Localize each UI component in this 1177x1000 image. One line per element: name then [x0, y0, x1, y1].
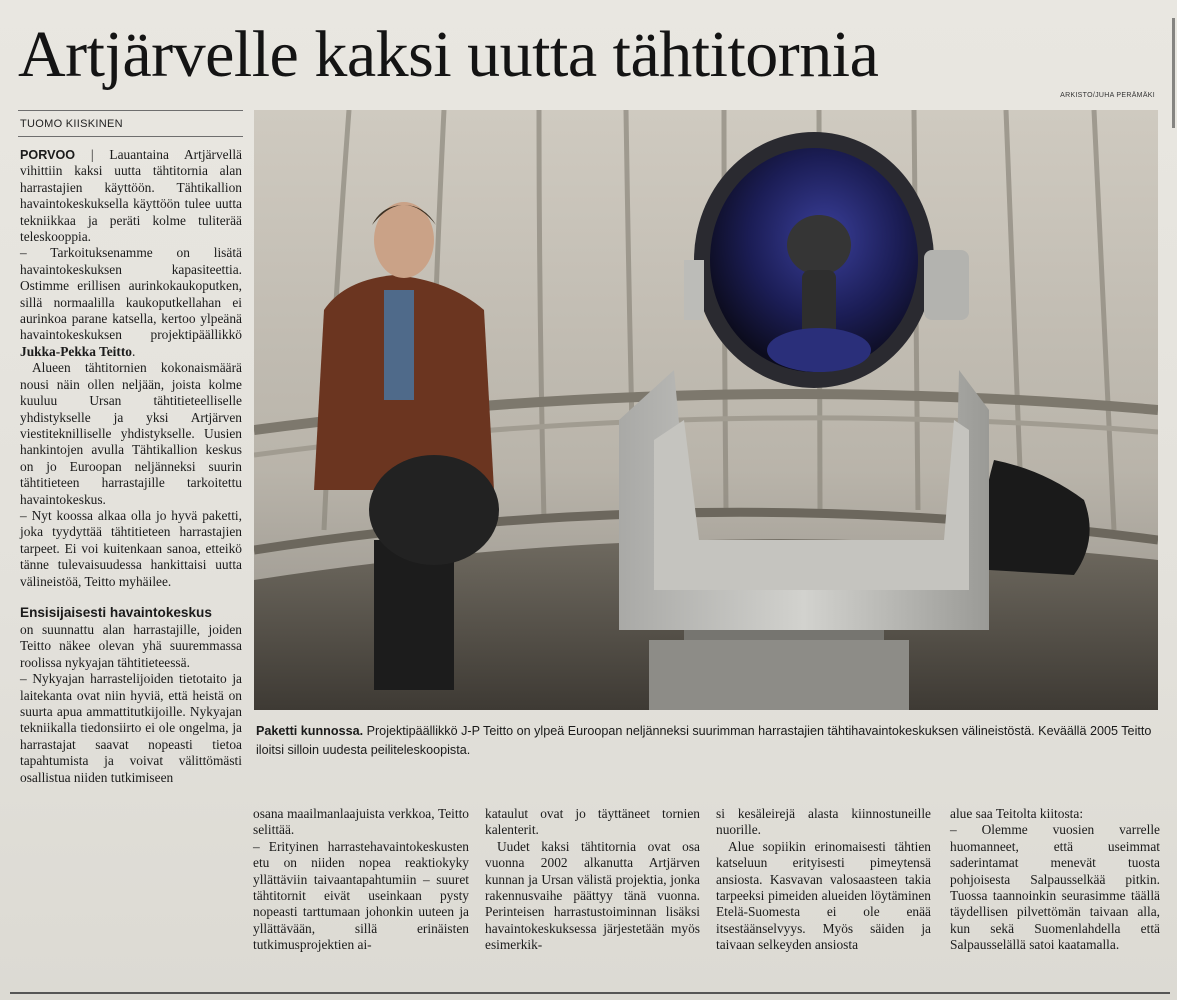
byline: TUOMO KIISKINEN [20, 118, 123, 130]
body-paragraph: – Olemme vuosien varrelle huomanneet, että useimmat saderintamat menevät tuosta pohjoisesta Salpausselkää pitkin. Tuossa taannoinkin seurasimme täällä täydellisen pilvettömän taivaan alla, kun sekä Suomenlahdella että Salpausselällä satoi kaatamalla. [950, 822, 1160, 953]
caption-lead: Paketti kunnossa. [256, 724, 364, 738]
headline: Artjärvelle kaksi uutta tähtitornia [18, 18, 879, 91]
header-rule [18, 110, 243, 111]
observatory-photo-illustration [254, 110, 1158, 710]
article-column-2 [253, 806, 469, 954]
article-column-5 [950, 806, 1160, 954]
quote-paragraph: – Tarkoituksenamme on lisätä havaintokeskuksen kapasiteettia. Ostimme erillisen aurinkokaukoputken, sillä normaalilla kaukoputkellahan ei aurinkoa parane katsella, kertoo ylpeänä havaintokeskuksen projektipäällikkö Jukka-Pekka Teitto. [20, 245, 242, 359]
article-column-4 [716, 806, 931, 954]
body-paragraph: Uudet kaksi tähtitornia ovat osa vuonna 2002 alkanutta Artjärven kunnan ja Ursan välistä projektia, jonka rakennusvaihe päättyy tänä vuonna. Perinteisen harrastustoiminnan lisäksi havaintokeskuksessa järjestetään myös esimerkik- [485, 838, 700, 953]
person-name: Jukka-Pekka Teitto [20, 343, 132, 359]
article-photo [254, 110, 1158, 710]
subheading: Ensisijaisesti havaintokeskus [20, 604, 212, 620]
caption-text: Projektipäällikkö J-P Teitto on ylpeä Euroopan neljänneksi suurimman harrastajien tähtihavaintokeskuksen välineistöstä. Keväällä 2005 Teitto iloitsi silloin uudesta peiliteleskoopista. [256, 724, 1152, 757]
intro-paragraph: PORVOO | Lauantaina Artjärvellä vihittiin kaksi uutta tähtitornia alan harrastajien käyttöön. Tähtikallion havaintokeskuksella käyttöön tulee uutta tekniikkaa ja peräti kolme tuliterää teleskooppia. [20, 147, 242, 245]
article-column-3 [485, 806, 700, 954]
body-paragraph: on suunnattu alan harrastajille, joiden Teitto näkee olevan yhä suuremmassa roolissa nykyajan tähtitieteessä. [20, 621, 242, 670]
body-paragraph: – Erityinen harrastehavaintokeskusten etu on niiden nopea reaktiokyky yllättäviin taivaantapahtumiin – suuret tähtitornit eivät useinkaan pysty nopeasti tarttumaan johonkin uuteen ja yllättävään, sillä erinäisten tutkimusprojektien ai- [253, 838, 469, 953]
article-column-1 [20, 147, 242, 786]
body-paragraph: kataulut ovat jo täyttäneet tornien kalenterit. [485, 806, 700, 838]
photo-caption [256, 722, 1156, 760]
dateline: PORVOO [20, 148, 76, 162]
photo-credit: ARKISTO/JUHA PERÄMÄKI [1060, 92, 1155, 99]
body-paragraph: Alueen tähtitornien kokonaismäärä nousi näin ollen neljään, joista kolme kuuluu Ursan tähtitieteelliselle yhdistykselle ja yksi Artjärven viestiteknilliselle yhdistykselle. Uusien hankintojen avulla Tähtikallion keskus on jo Euroopan neljänneksi suurin tähtitieteen harrastajille tarkoitettu havaintokeskus. [20, 360, 242, 507]
body-paragraph: Alue sopiikin erinomaisesti tähtien katseluun erityisesti pimeytensä ansiosta. Kasvavan valosaasteen takia tarpeeksi pimeiden alueiden löytäminen Etelä-Suomesta ei ole enää itsestäänselvyys. Myös säiden ja taivaan selkeyden ansiosta [716, 838, 931, 953]
page-edge-mark [1172, 18, 1175, 128]
body-paragraph: – Nyt koossa alkaa olla jo hyvä paketti, joka tyydyttää tähtitieteen harrastajien tarpeet. Ei voi kuitenkaan sanoa, etteikö tänne tulevaisuudessa hankittaisi uutta välineistöä, Teitto myhäilee. [20, 507, 242, 589]
body-paragraph: si kesäleirejä alasta kiinnostuneille nuorille. [716, 806, 931, 838]
body-paragraph: alue saa Teitolta kiitosta: [950, 806, 1084, 821]
bottom-rule [10, 992, 1170, 994]
body-paragraph: osana maailmanlaajuista verkkoa, Teitto selittää. [253, 806, 469, 838]
body-paragraph: – Nykyajan harrastelijoiden tietotaito ja laitekanta ovat niin hyviä, että heistä on suurta apua ammattitutkijoille. Nykyajan tekniikalla tiedonsiirto ei ole ongelma, ja harrastajat saavat nopeasti tietoa tapahtumista ja voivat välittömästi osallistua niiden tutkimiseen [20, 671, 242, 785]
byline-rule [18, 136, 243, 137]
